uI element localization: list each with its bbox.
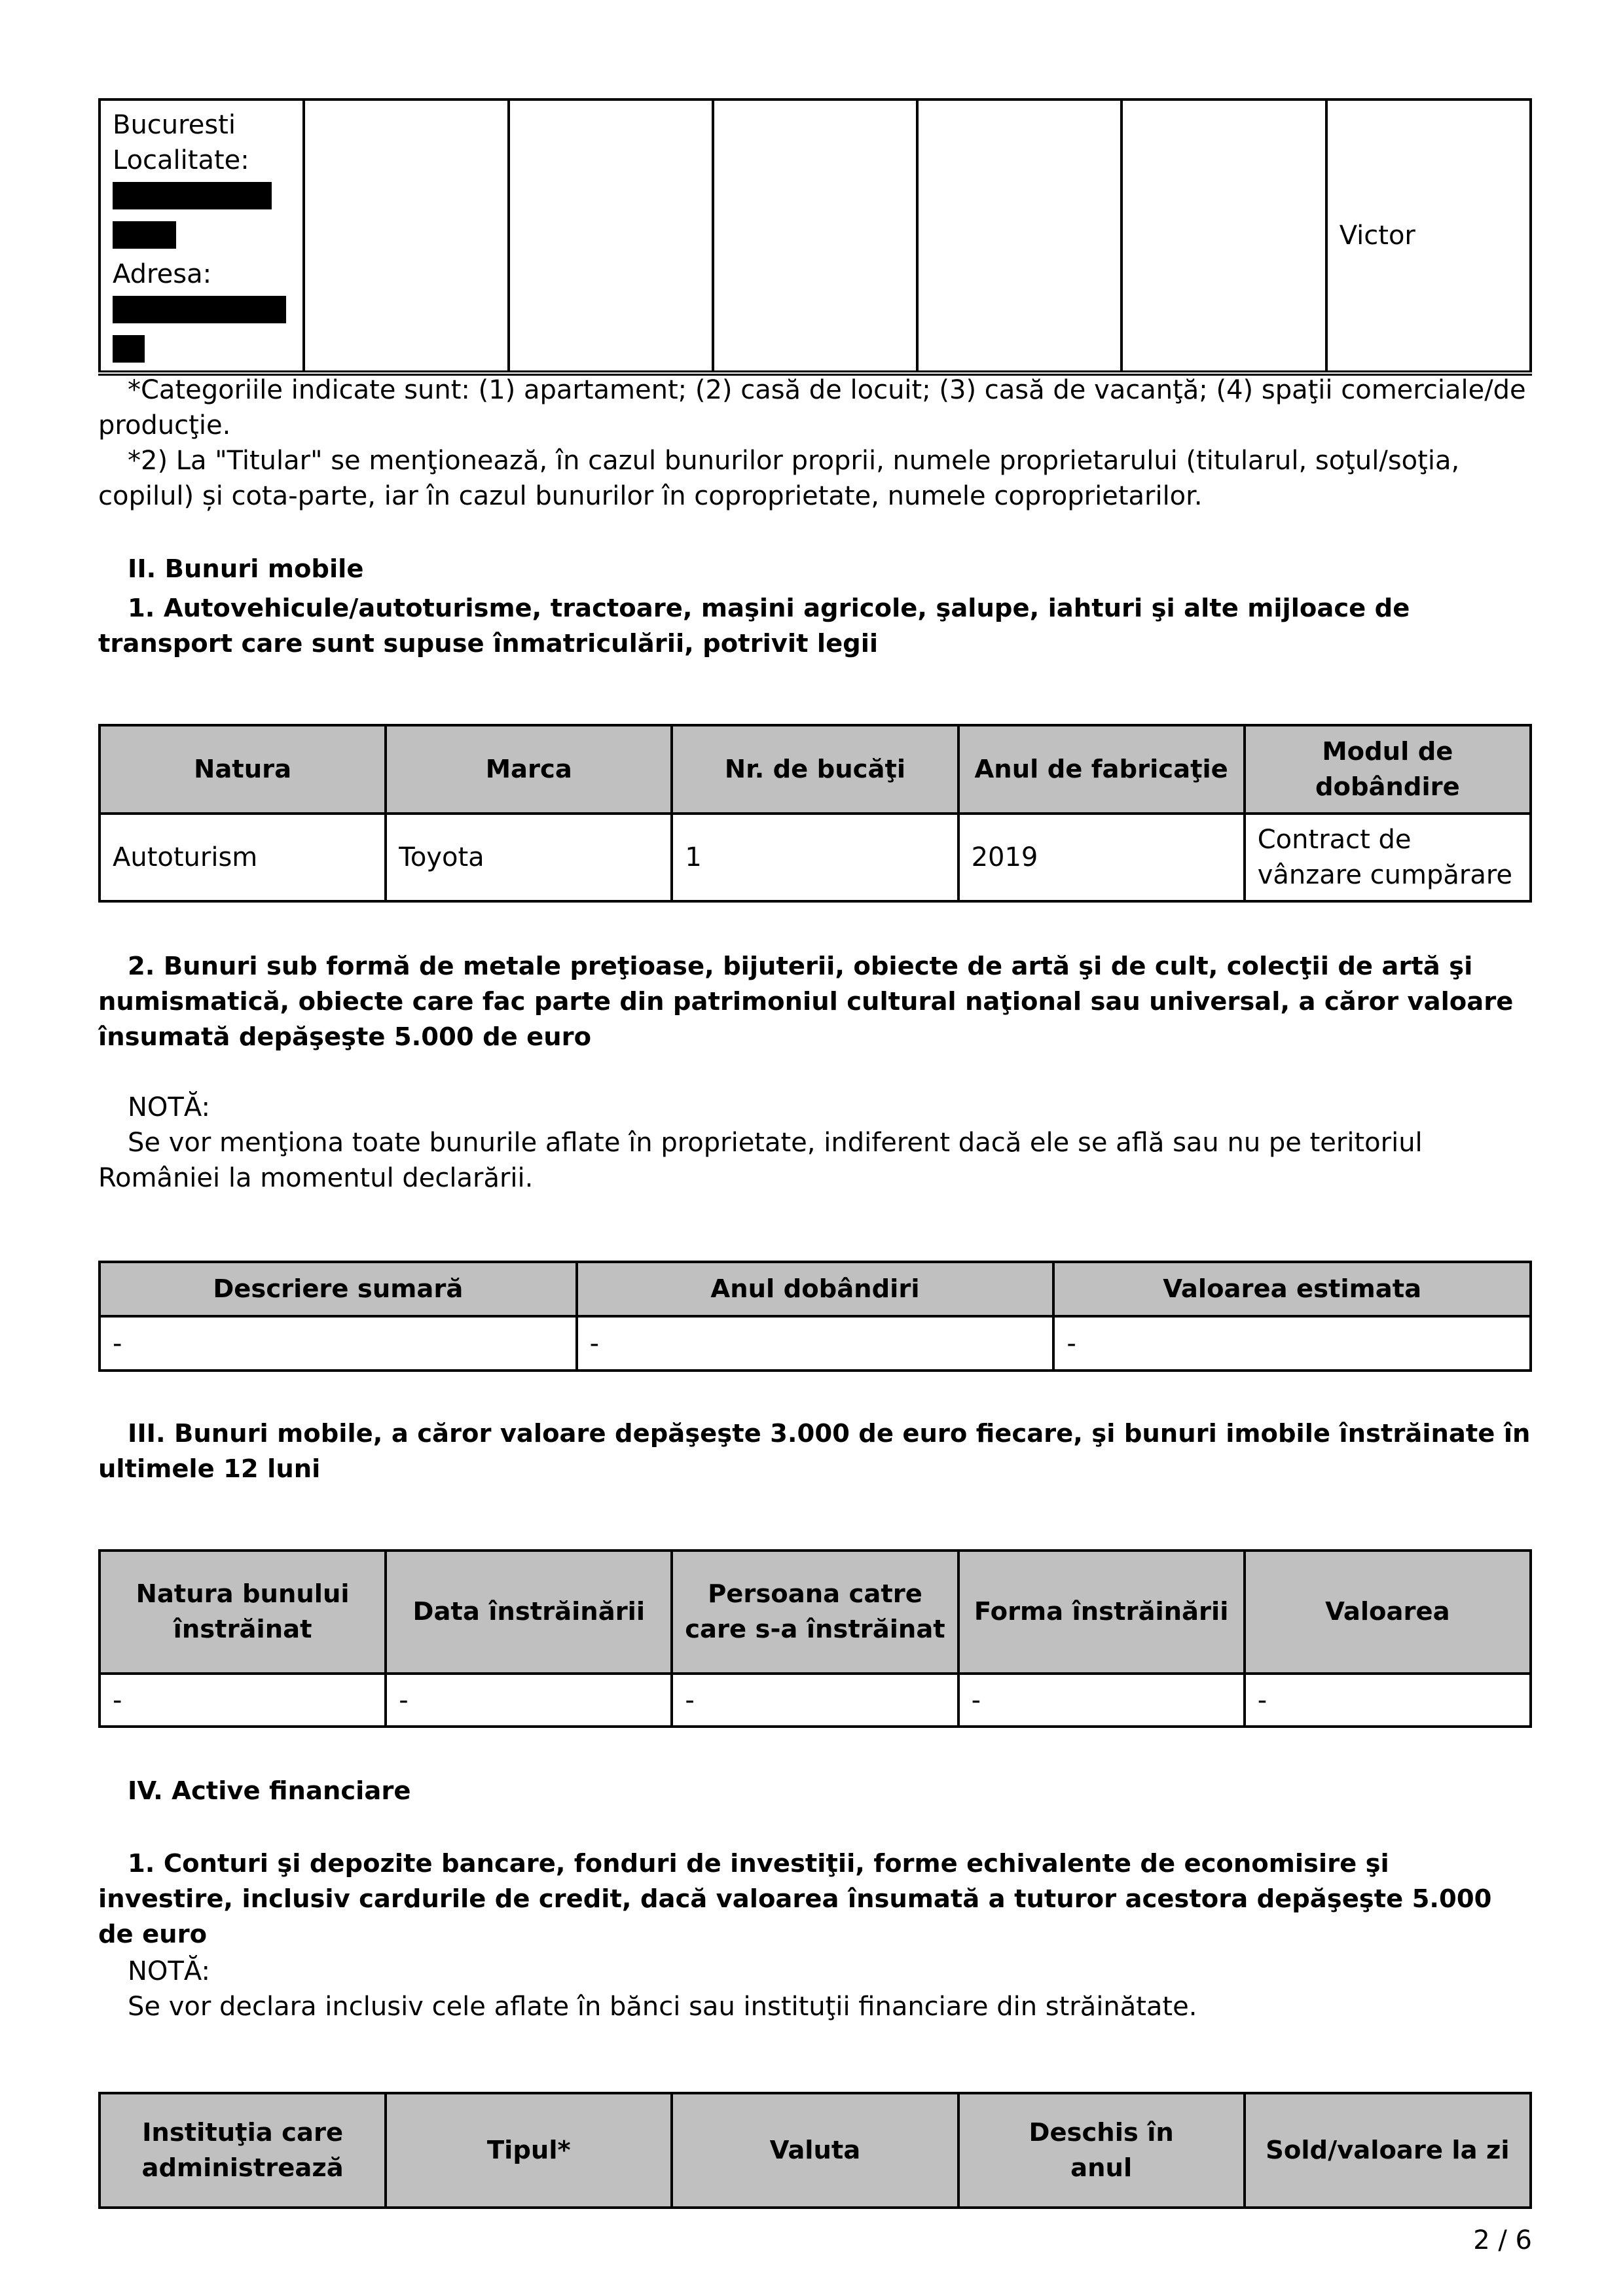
section-heading: IV. Active financiare	[128, 1776, 411, 1806]
redacted-line	[113, 182, 291, 217]
table-cell: -	[386, 1674, 672, 1727]
alienated-assets-table	[98, 1549, 1532, 1728]
redacted-line	[113, 221, 291, 257]
note	[98, 1954, 1532, 2024]
empty-cell	[713, 99, 917, 373]
footnotes	[98, 372, 1532, 514]
table-header-cell: Natura	[100, 725, 386, 814]
section-heading: III. Bunuri mobile, a căror valoare depăşeşte 3.000 de euro fiecare, şi bunuri imobile înstrăinate în ultimele 12 luni	[98, 1419, 1531, 1484]
table-cell: Autoturism	[100, 814, 386, 901]
table-header-cell: Valoarea	[1245, 1551, 1531, 1674]
vehicles-table	[98, 724, 1532, 903]
table-header-cell: Forma înstrăinării	[958, 1551, 1245, 1674]
subsection-heading: 1. Autovehicule/autoturisme, tractoare, maşini agricole, şalupe, iahturi şi alte mijloace de transport care sunt supuse înmatriculării, potrivit legii	[98, 594, 1410, 658]
table-header-cell: Descriere sumară	[100, 1262, 577, 1316]
table-header-cell: Modul de dobândire	[1245, 725, 1531, 814]
valuables-table	[98, 1261, 1532, 1372]
locality-label: Localitate:	[113, 145, 249, 175]
address-cell	[100, 99, 304, 373]
section-iii-header	[98, 1416, 1532, 1487]
subsection-heading: 1. Conturi şi depozite bancare, fonduri de investiţii, forme echivalente de economisire şi investire, inclusiv cardurile de credit, dacă valoarea însumată a tuturor acestora depăşeşte 5.000 de euro	[98, 1849, 1492, 1949]
footnote: *Categoriile indicate sunt: (1) apartament; (2) casă de locuit; (3) casă de vacanţă; (4) spaţii comerciale/de producţie.	[98, 375, 1526, 440]
note	[98, 1090, 1532, 1196]
table-row	[100, 814, 1531, 901]
table-header-cell: Sold/valoare la zi	[1245, 2093, 1531, 2208]
table-header-cell: Instituţia care administrează	[100, 2093, 386, 2208]
table-cell: -	[100, 1316, 577, 1371]
empty-cell	[1122, 99, 1326, 373]
footnote: *2) La "Titular" se menţionează, în cazul bunurilor proprii, numele proprietarului (titularul, soţul/soţia, copilul) și cota-parte, iar în cazul bunurilor în coproprietate, numele coproprietarilor.	[98, 446, 1460, 511]
redacted-block	[113, 296, 286, 323]
table-header-row	[100, 2093, 1531, 2208]
table-cell: -	[672, 1674, 958, 1727]
note-label: NOTĂ:	[128, 1956, 210, 1986]
real-estate-continuation-table	[98, 98, 1532, 376]
table-header-cell: Anul dobândiri	[577, 1262, 1054, 1316]
empty-cell	[304, 99, 508, 373]
table-row	[100, 1316, 1531, 1371]
empty-cell	[509, 99, 713, 373]
redacted-line	[113, 335, 291, 370]
table-cell: 1	[672, 814, 958, 901]
note-label: NOTĂ:	[128, 1092, 210, 1122]
valuables-header	[98, 949, 1532, 1055]
redacted-block	[113, 182, 272, 209]
table-header-cell: Natura bunului înstrăinat	[100, 1551, 386, 1674]
table-header-row	[100, 1262, 1531, 1316]
bank-accounts-header	[98, 1846, 1532, 1952]
holder-cell: Victor	[1326, 99, 1531, 373]
table-cell: Contract de vânzare cumpărare	[1245, 814, 1531, 901]
redacted-line	[113, 296, 291, 331]
table-cell: -	[100, 1674, 386, 1727]
table-row	[100, 1674, 1531, 1727]
section-ii-header	[98, 552, 1532, 662]
address-label: Adresa:	[113, 259, 212, 289]
table-header-row	[100, 725, 1531, 814]
redacted-block	[113, 221, 176, 249]
table-header-row	[100, 1551, 1531, 1674]
table-cell: -	[577, 1316, 1054, 1371]
table-header-cell: Persoana catre care s-a înstrăinat	[672, 1551, 958, 1674]
city-name: Bucuresti	[113, 110, 236, 140]
table-cell: -	[1053, 1316, 1531, 1371]
section-iv-header	[98, 1774, 1532, 1809]
table-header-cell: Tipul*	[386, 2093, 672, 2208]
subsection-heading: 2. Bunuri sub formă de metale preţioase, bijuterii, obiecte de artă şi de cult, colecţii de artă şi numismatică, obiecte care fac parte din patrimoniul cultural naţional sau universal, a căror valoare însumată depăşeşte 5.000 de euro	[98, 952, 1514, 1052]
table-header-cell: Nr. de bucăţi	[672, 725, 958, 814]
table-header-cell: Marca	[386, 725, 672, 814]
table-header-cell: Valoarea estimata	[1053, 1262, 1531, 1316]
note-text: Se vor declara inclusiv cele aflate în bănci sau instituţii financiare din străinătate.	[128, 1992, 1197, 2022]
note-text: Se vor menţiona toate bunurile aflate în proprietate, indiferent dacă ele se află sau nu pe teritoriul României la momentul declarării.	[98, 1128, 1423, 1193]
empty-cell	[917, 99, 1122, 373]
page-number: 2 / 6	[1473, 2225, 1532, 2255]
table-header-cell: Deschis în anul	[958, 2093, 1245, 2208]
table-row	[100, 99, 1531, 373]
table-cell: Toyota	[386, 814, 672, 901]
table-cell: -	[958, 1674, 1245, 1727]
table-header-cell: Anul de fabricaţie	[958, 725, 1245, 814]
bank-accounts-table	[98, 2092, 1532, 2209]
table-cell: -	[1245, 1674, 1531, 1727]
table-cell: 2019	[958, 814, 1245, 901]
table-header-cell: Valuta	[672, 2093, 958, 2208]
redacted-block	[113, 335, 145, 363]
table-header-cell: Data înstrăinării	[386, 1551, 672, 1674]
section-heading: II. Bunuri mobile	[128, 554, 364, 584]
